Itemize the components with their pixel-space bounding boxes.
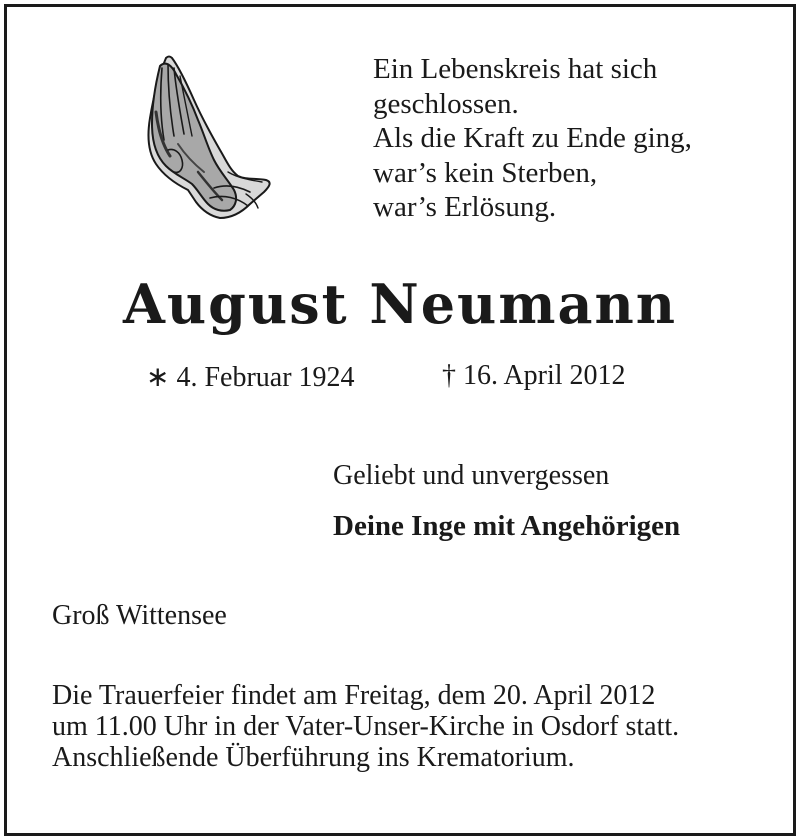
funeral-line: um 11.00 Uhr in der Vater-Unser-Kirche in Osdorf statt.: [52, 711, 680, 742]
poem-line: geschlossen.: [373, 87, 519, 120]
poem-line: Als die Kraft zu Ende ging,: [373, 122, 692, 154]
funeral-line: Anschließende Überführung ins Krematorium.: [52, 742, 575, 773]
poem-line: war’s kein Sterben,: [373, 156, 598, 189]
poem-line: Ein Lebenskreis hat sich: [373, 53, 658, 85]
signature: Deine Inge mit Angehörigen: [333, 510, 681, 542]
poem: [373, 52, 692, 225]
birth-date: ∗ 4. Februar 1924: [146, 362, 355, 393]
death-date: † 16. April 2012: [442, 360, 626, 391]
deceased-name: August Neumann: [123, 272, 677, 336]
poem-line: war’s Erlösung.: [373, 191, 557, 223]
funeral-notice: [52, 680, 679, 773]
tribute-text: Geliebt und unvergessen: [333, 460, 610, 491]
funeral-line: Die Trauerfeier findet am Freitag, dem 20. April 2012: [52, 680, 656, 711]
praying-hands-icon: [138, 52, 278, 222]
place-name: Groß Wittensee: [52, 600, 227, 631]
